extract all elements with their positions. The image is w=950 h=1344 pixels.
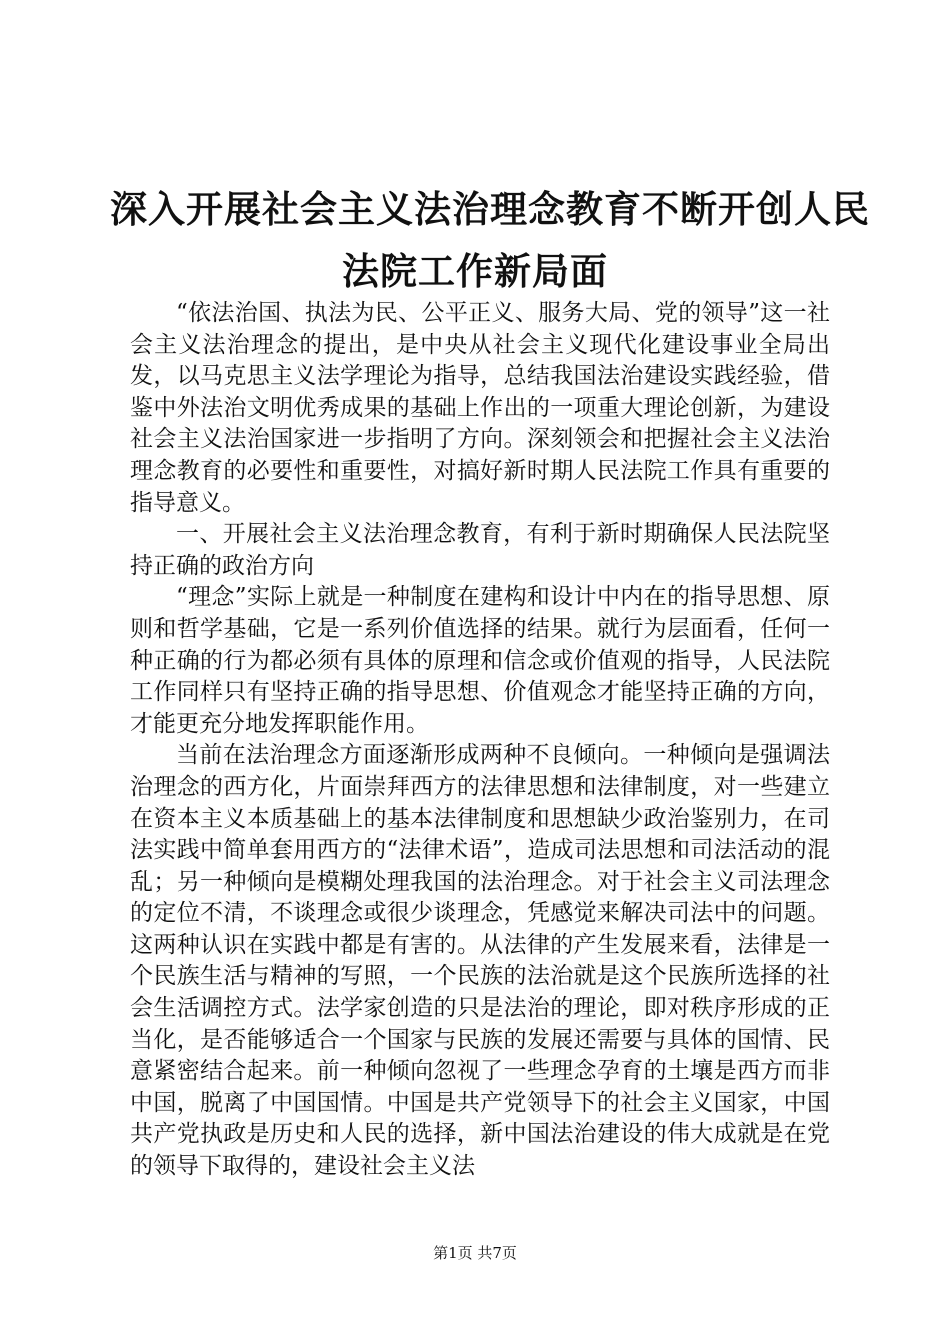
page-footer: 第1页 共7页 (433, 1244, 517, 1262)
document-body (130, 298, 830, 1183)
paragraph-tendencies: 当前在法治理念方面逐渐形成两种不良倾向。一种倾向是强调法治理念的西方化，片面崇拜西方的法律思想和法律制度，对一些建立在资本主义本质基础上的基本法律制度和思想缺少政治鉴别力，在司法实践中简单套用西方的“法律术语”，造成司法思想和司法活动的混乱；另一种倾向是模糊处理我国的法治理念。对于社会主义司法理念的定位不清，不谈理念或很少谈理念，凭感觉来解决司法中的问题。这两种认识在实践中都是有害的。从法律的产生发展来看，法律是一个民族生活与精神的写照，一个民族的法治就是这个民族所选择的社会生活调控方式。法学家创造的只是法治的理论，即对秩序形成的正当化，是否能够适合一个国家与民族的发展还需要与具体的国情、民意紧密结合起来。前一种倾向忽视了一些理念孕育的土壤是西方而非中国，脱离了中国国情。中国是共产党领导下的社会主义国家，中国共产党执政是历史和人民的选择，新中国法治建设的伟大成就是在党的领导下取得的，建设社会主义法 (130, 742, 830, 1180)
section-heading-1: 一、开展社会主义法治理念教育，有利于新时期确保人民法院坚持正确的政治方向 (130, 521, 830, 579)
document-title-line-2: 法院工作新局面 (342, 249, 608, 293)
document-title-line-1: 深入开展社会主义法治理念教育不断开创人民 (110, 187, 870, 231)
paragraph-intro: “依法治国、执法为民、公平正义、服务大局、党的领导”这一社会主义法治理念的提出，是中央从社会主义现代化建设事业全局出发，以马克思主义法学理论为指导，总结我国法治建设实践经验，借鉴中外法治文明优秀成果的基础上作出的一项重大理论创新，为建设社会主义法治国家进一步指明了方向。深刻领会和把握社会主义法治理念教育的必要性和重要性，对搞好新时期人民法院工作具有重要的指导意义。 (130, 300, 830, 516)
paragraph-concept: “理念”实际上就是一种制度在建构和设计中内在的指导思想、原则和哲学基础，它是一系列价值选择的结果。就行为层面看，任何一种正确的行为都必须有具体的原理和信念或价值观的指导，人民法院工作同样只有坚持正确的指导思想、价值观念才能坚持正确的方向，才能更充分地发挥职能作用。 (130, 584, 830, 737)
